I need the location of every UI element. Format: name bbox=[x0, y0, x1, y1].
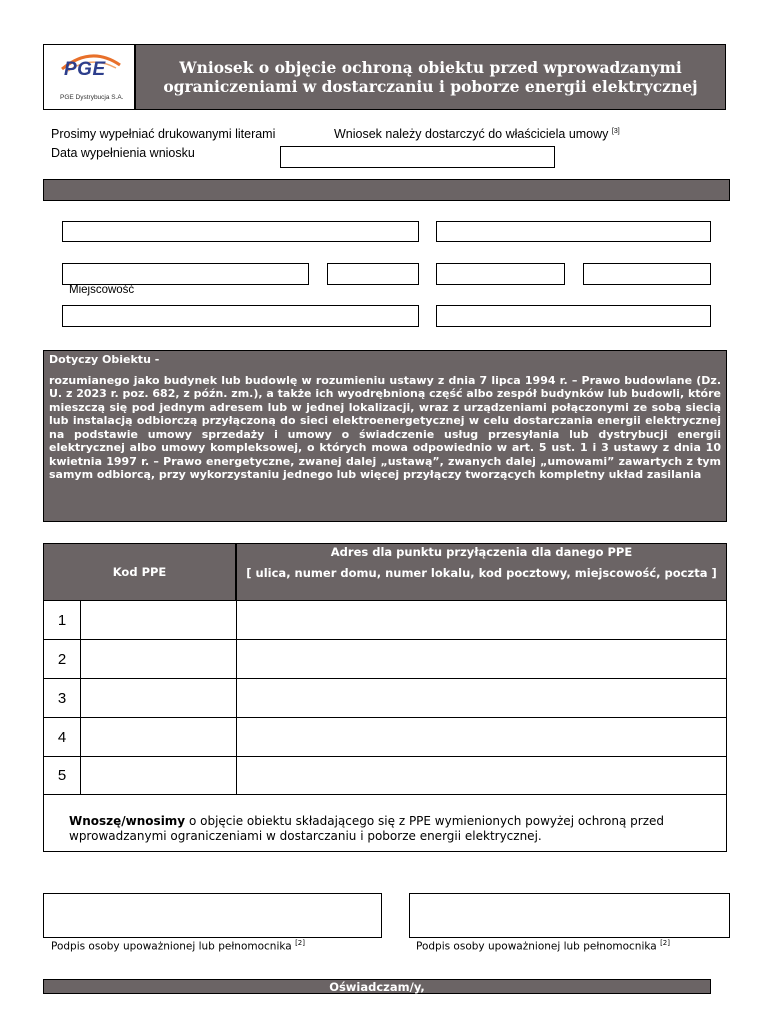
signature-label-right-ref: [2] bbox=[660, 939, 670, 947]
city-field[interactable] bbox=[62, 305, 419, 327]
column-header-adres bbox=[236, 543, 727, 601]
kod-ppe-cell[interactable] bbox=[81, 601, 237, 639]
table-row bbox=[43, 640, 727, 679]
column-header-adres-hint: [ ulica, numer domu, numer lokalu, kod pocztowy, miejscowość, poczta ] bbox=[246, 566, 717, 580]
signature-label-left bbox=[51, 939, 305, 953]
logo-subtitle: PGE Dystrybucja S.A. bbox=[60, 94, 124, 101]
deliver-note-text: Wniosek należy dostarczyć do właściciela umowy bbox=[334, 127, 609, 141]
signature-field-left[interactable] bbox=[43, 893, 382, 938]
row-number: 1 bbox=[44, 601, 81, 639]
object-title: Dotyczy Obiektu - bbox=[49, 353, 160, 366]
kod-ppe-cell[interactable] bbox=[81, 718, 237, 756]
row-number: 3 bbox=[44, 679, 81, 717]
logo bbox=[43, 44, 135, 110]
post-office-field[interactable] bbox=[436, 305, 711, 327]
page-title bbox=[135, 44, 726, 110]
title-line-1: Wniosek o objęcie ochroną obiektu przed wprowadzanymi bbox=[179, 58, 682, 77]
row-number: 4 bbox=[44, 718, 81, 756]
address-cell[interactable] bbox=[237, 718, 727, 756]
deliver-note-ref: [3] bbox=[611, 127, 620, 135]
signature-field-right[interactable] bbox=[409, 893, 730, 938]
apartment-field[interactable] bbox=[583, 263, 711, 285]
logo-brand: PGE bbox=[64, 59, 106, 80]
row-number: 5 bbox=[44, 756, 81, 794]
table-row bbox=[43, 718, 727, 757]
kod-ppe-cell[interactable] bbox=[81, 756, 237, 794]
house-number-field[interactable] bbox=[327, 263, 419, 285]
signature-label-left-text: Podpis osoby upoważnionej lub pełnomocnika bbox=[51, 940, 292, 953]
column-header-kod: Kod PPE bbox=[43, 543, 236, 601]
statement-bar: Oświadczam/y, bbox=[43, 979, 711, 994]
date-field[interactable] bbox=[280, 146, 555, 168]
declaration-bold: Wnoszę/wnosimy bbox=[69, 814, 186, 828]
address-cell[interactable] bbox=[237, 756, 727, 794]
address-cell[interactable] bbox=[237, 640, 727, 678]
kod-ppe-cell[interactable] bbox=[81, 640, 237, 678]
address-cell[interactable] bbox=[237, 601, 727, 639]
column-header-adres-title: Adres dla punktu przyłączenia dla danego PPE bbox=[330, 545, 633, 559]
title-line-2: ograniczeniami w dostarczaniu i poborze energii elektrycznej bbox=[163, 77, 698, 96]
row-number: 2 bbox=[44, 640, 81, 678]
table-row bbox=[43, 601, 727, 640]
signature-label-left-ref: [2] bbox=[295, 939, 305, 947]
date-label: Data wypełnienia wniosku bbox=[51, 146, 195, 160]
deliver-note bbox=[334, 127, 620, 141]
declaration bbox=[43, 794, 727, 852]
object-description bbox=[43, 350, 727, 522]
address-cell[interactable] bbox=[237, 679, 727, 717]
street-field[interactable] bbox=[62, 263, 309, 285]
postal-code-field[interactable] bbox=[436, 263, 565, 285]
name-field[interactable] bbox=[62, 221, 419, 242]
city-label: Miejscowość bbox=[69, 284, 135, 296]
table-row bbox=[43, 679, 727, 718]
object-text: rozumianego jako budynek lub budowlę w rozumieniu ustawy z dnia 7 lipca 1994 r. – Prawo budowlane (Dz. U. z 2023 r. poz. 682, z późn. zm.), a także ich wyodrębnioną część albo zespół budynków lub budowli, które mieszczą się pod jednym adresem lub w jednej lokalizacji, wraz z urządzeniami połączonymi ze sobą siecią lub instalacją odbiorczą przyłączoną do sieci elektroenergetycznej w celu dostarczania energii elektrycznej na podstawie umowy sprzedaży i umowy o świadczenie usług przesyłania lub dystrybucji energii elektrycznej albo umowy kompleksowej, o których mowa odpowiednio w art. 5 ust. 1 i 3 ustawy z dnia 10 kwietnia 1997 r. – Prawo energetyczne, zwanej dalej „ustawą”, zwanych dalej „umowami” zawartych z tym samym odbiorcą, przy wykorzystaniu jednego lub więcej przyłączy tworzących kompletny układ zasilania bbox=[49, 373, 721, 481]
signature-label-right-text: Podpis osoby upoważnionej lub pełnomocnika bbox=[416, 940, 657, 953]
section-bar bbox=[43, 179, 730, 201]
signature-label-right bbox=[416, 939, 670, 953]
id-field[interactable] bbox=[436, 221, 711, 242]
table-row bbox=[43, 756, 727, 795]
print-letters-note: Prosimy wypełniać drukowanymi literami bbox=[51, 127, 276, 141]
declaration-text: o objęcie obiektu składającego się z PPE wymienionych powyżej ochroną przed wprowadzanymi ograniczeniami w dostarczaniu i poborze energii elektrycznej. bbox=[69, 814, 665, 843]
kod-ppe-cell[interactable] bbox=[81, 679, 237, 717]
